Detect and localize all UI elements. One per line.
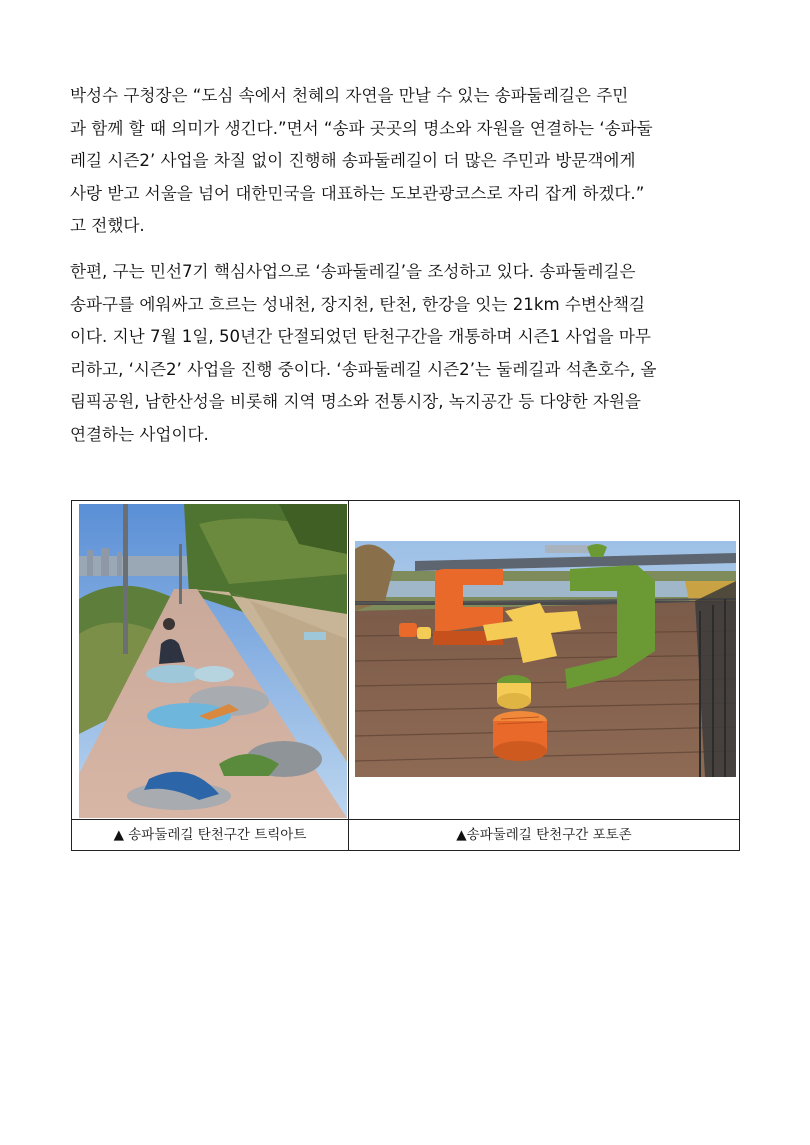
text-line: 리하고, ‘시즌2’ 사업을 진행 중이다. ‘송파둘레길 시즌2’는 둘레길과 석촌호수, 올 <box>70 359 657 379</box>
trick-art-photo <box>79 504 347 818</box>
paragraph-quote <box>70 80 740 243</box>
text-line: 송파구를 에워싸고 흐르는 성내천, 장지천, 탄천, 한강을 잇는 21km 수변산책길 <box>70 294 646 314</box>
text-line: 박성수 구청장은 “도심 속에서 천혜의 자연을 만날 수 있는 송파둘레길은 주민 <box>70 86 629 105</box>
text-line: 레길 시즌2’ 사업을 차질 없이 진행해 송파둘레길이 더 많은 주민과 방문객에게 <box>70 151 636 170</box>
photo-table <box>71 500 740 851</box>
trick-art-illustration <box>79 504 347 818</box>
table-divider-vertical <box>348 501 349 850</box>
text-line: 연결하는 사업이다. <box>70 424 209 444</box>
text-line: 이다. 지난 7월 1일, 50년간 단절되었던 탄천구간을 개통하며 시즌1 사업을 마무 <box>70 327 651 346</box>
photo-zone-illustration <box>355 541 736 777</box>
paragraph-background <box>70 256 740 451</box>
photo-zone-photo <box>355 541 736 777</box>
text-line: 사랑 받고 서울을 넘어 대한민국을 대표하는 도보관광코스로 자리 잡게 하겠다.” <box>70 183 645 203</box>
text-line: 한편, 구는 민선7기 핵심사업으로 ‘송파둘레길’을 조성하고 있다. 송파둘레길은 <box>70 262 636 281</box>
text-line: 고 전했다. <box>70 216 145 235</box>
text-line: 과 함께 할 때 의미가 생긴다.”면서 “송파 곳곳의 명소와 자원을 연결하는 ‘송파둘 <box>70 118 653 138</box>
caption-photo-zone: ▲송파둘레길 탄천구간 포토존 <box>456 827 632 843</box>
text-line: 림픽공원, 남한산성을 비롯해 지역 명소와 전통시장, 녹지공간 등 다양한 자원을 <box>70 392 641 411</box>
caption-trick-art: ▲ 송파둘레길 탄천구간 트릭아트 <box>113 827 307 843</box>
